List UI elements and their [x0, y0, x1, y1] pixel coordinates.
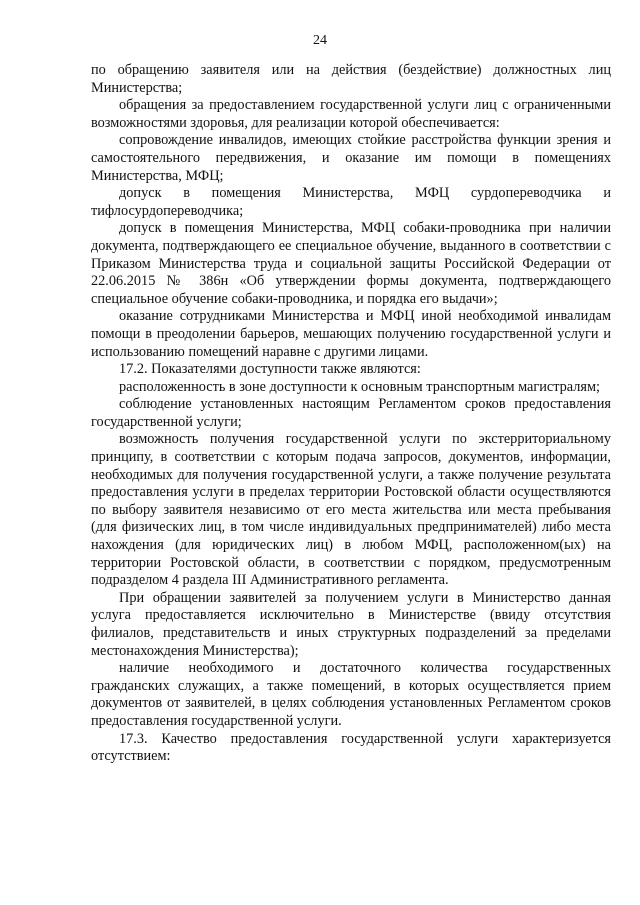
paragraph: При обращении заявителей за получением услуги в Министерство данная услуга предоставляется исключительно в Министерстве (ввиду отсутствия филиалов, представительств и иных структурных подразделений за пределами местонахождения Министерства); [91, 589, 611, 659]
page-number: 24 [313, 33, 327, 48]
paragraph: по обращению заявителя или на действия (бездействие) должностных лиц Министерства; [91, 62, 611, 96]
paragraph: соблюдение установленных настоящим Регламентом сроков предоставления государственной услуги; [91, 396, 611, 430]
paragraph: допуск в помещения Министерства, МФЦ собаки-проводника при наличии документа, подтверждающего ее специальное обучение, выданного в соответствии с Приказом Министерства труда и социальной защиты Российской Федерации от 22.06.2015 № 386н «Об утверждении формы документа, подтверждающего специальное обучение собаки-проводника, и порядка его выдачи»; [91, 220, 611, 307]
paragraph: расположенность в зоне доступности к основным транспортным магистралям; [119, 378, 600, 395]
paragraph: возможность получения государственной услуги по экстерриториальному принципу, в соответствии с которым подача запросов, документов, информации, необходимых для получения государственной услуги, а также получение результата предоставления услуги в пределах территории Ростовской области осуществляются по выбору заявителя независимо от его места жительства или места пребывания (для физических лиц, в том числе индивидуальных предпринимателей) либо места нахождения (для юридических лиц) в любом МФЦ, расположенном(ых) на территории Ростовской области, в соответствии с порядком, предусмотренным подразделом 4 раздела III Административного регламента. [91, 431, 611, 589]
paragraph: наличие необходимого и достаточного количества государственных гражданских служащих, а также помещений, в которых осуществляется прием документов от заявителей, в целях соблюдения установленных Регламентом сроков предоставления государственной услуги. [91, 660, 611, 729]
paragraph: оказание сотрудниками Министерства и МФЦ иной необходимой инвалидам помощи в преодолении барьеров, мешающих получению государственной услуги и использованию помещений наравне с другими лицами. [91, 308, 611, 360]
document-body [91, 62, 611, 766]
paragraph: 17.3. Качество предоставления государственной услуги характеризуется отсутствием: [91, 730, 611, 765]
paragraph: обращения за предоставлением государственной услуги лиц с ограниченными возможностями здоровья, для реализации которой обеспечивается: [91, 97, 611, 131]
paragraph: допуск в помещения Министерства, МФЦ сурдопереводчика и тифлосурдопереводчика; [91, 185, 611, 219]
paragraph: сопровождение инвалидов, имеющих стойкие расстройства функции зрения и самостоятельного передвижения, и оказание им помощи в помещениях Министерства, МФЦ; [91, 132, 611, 184]
paragraph: 17.2. Показателями доступности также являются: [119, 361, 421, 378]
